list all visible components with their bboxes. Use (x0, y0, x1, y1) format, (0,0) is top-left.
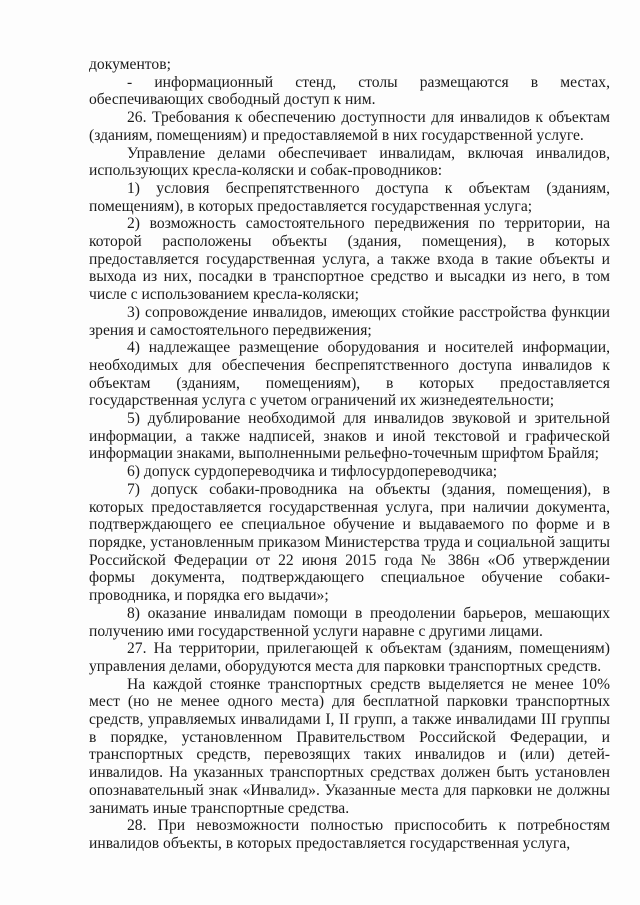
document-body (89, 56, 610, 853)
paragraph: Управление делами обеспечивает инвалидам, включая инвалидов, использующих кресла-коляски и собак-проводников: (89, 144, 610, 180)
paragraph: - информационный стенд, столы размещаются в местах, обеспечивающих свободный доступ к ним. (89, 73, 610, 109)
list-item: 1) условия беспрепятственного доступа к объектам (зданиям, помещениям), в которых предоставляется государственная услуга; (89, 179, 610, 215)
paragraph: На каждой стоянке транспортных средств выделяется не менее 10% мест (но не менее одного места) для бесплатной парковки транспортных средств, управляемых инвалидами I, II групп, а также инвалидами III группы в порядке, установленном Правительством Российской Федерации, и транспортных средств, перевозящих таких инвалидов и (или) детей-инвалидов. На указанных транспортных средствах должен быть установлен опознавательный знак «Инвалид». Указанные места для парковки не должны занимать иные транспортные средства. (89, 675, 610, 817)
paragraph: 26. Требования к обеспечению доступности для инвалидов к объектам (зданиям, помещениям) и предоставляемой в них государственной услуге. (89, 109, 610, 144)
paragraph: документов; (89, 56, 171, 73)
list-item: 7) допуск собаки-проводника на объекты (здания, помещения), в которых предоставляется государственная услуга, при наличии документа, подтверждающего ее специальное обучение и выдаваемого по форме и в порядке, установленным приказом Министерства труда и социальной защиты Российской Федерации от 22 июня 2015 года № 386н «Об утверждении формы документа, подтверждающего специальное обучение собаки-проводника, и порядка его выдачи»; (89, 480, 610, 605)
list-item: 5) дублирование необходимой для инвалидов звуковой и зрительной информации, а также надписей, знаков и иной текстовой и графической информации знаками, выполненными рельефно-точечным шрифтом Брайля; (89, 410, 610, 463)
list-item: 3) сопровождение инвалидов, имеющих стойкие расстройства функции зрения и самостоятельного передвижения; (89, 303, 610, 339)
list-item: 4) надлежащее размещение оборудования и носителей информации, необходимых для обеспечения беспрепятственного доступа инвалидов к объектам (зданиям, помещениям), в которых предоставляется государственная услуга с учетом ограничений их жизнедеятельности; (89, 339, 610, 410)
list-item: 6) допуск сурдопереводчика и тифлосурдопереводчика; (127, 463, 498, 481)
paragraph: 28. При невозможности полностью приспособить к потребностям инвалидов объекты, в которых предоставляется государственная услуга, (89, 817, 610, 852)
paragraph: 27. На территории, прилегающей к объектам (зданиям, помещениям) управления делами, оборудуются места для парковки транспортных средств. (89, 640, 610, 675)
list-item: 2) возможность самостоятельного передвижения по территории, на которой расположены объекты (здания, помещения), в которых предоставляется государственная услуга, а также входа в такие объекты и выхода из них, посадки в транспортное средство и высадки из него, в том числе с использованием кресла-коляски; (89, 215, 610, 304)
list-item: 8) оказание инвалидам помощи в преодолении барьеров, мешающих получению ими государственной услуги наравне с другими лицами. (89, 604, 610, 640)
